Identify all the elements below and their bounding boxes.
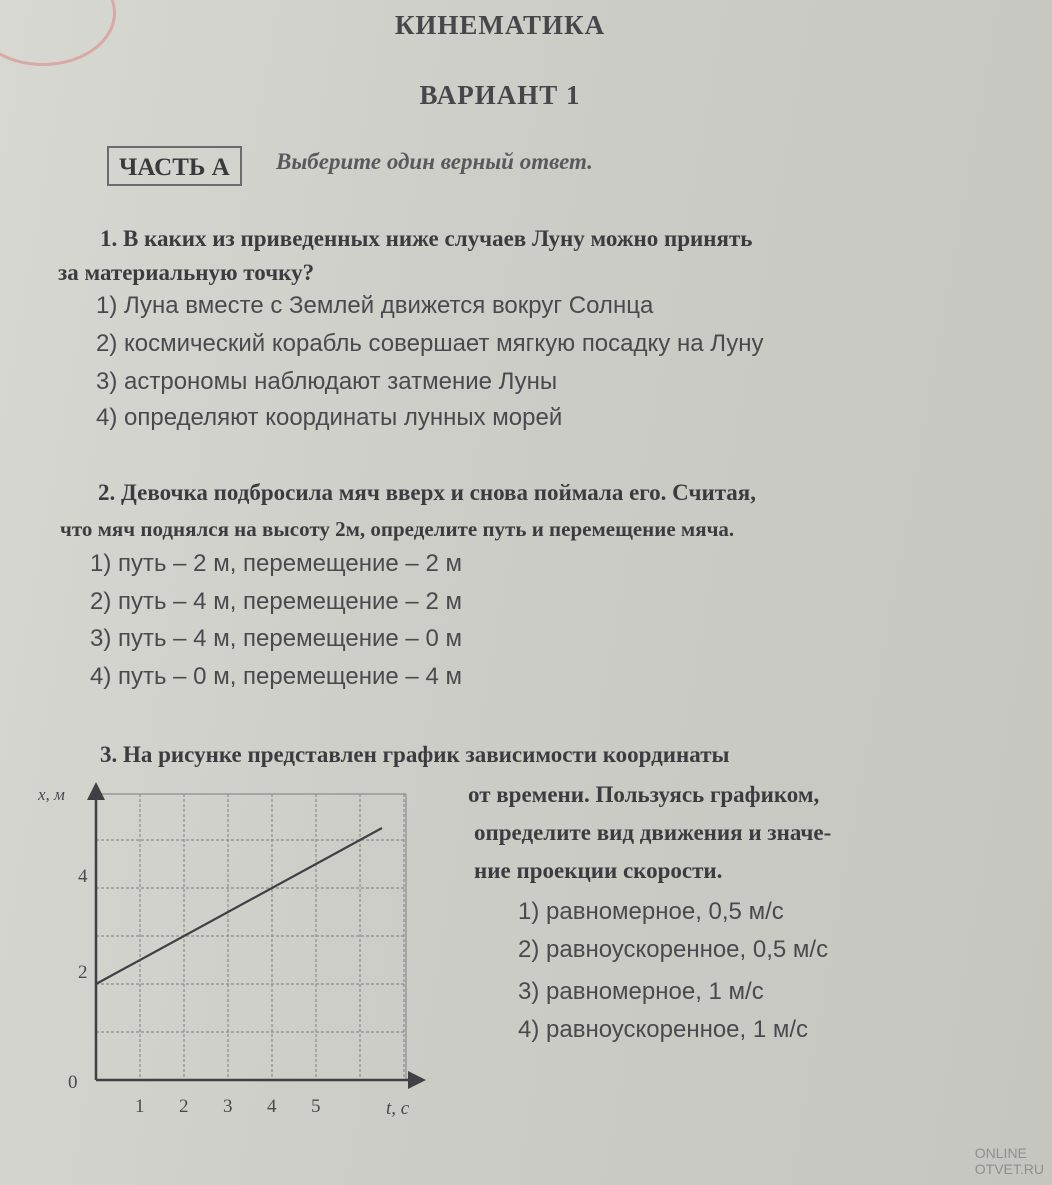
page-title: КИНЕМАТИКА: [394, 10, 606, 40]
part-instruction: Выберите один верный ответ.: [276, 149, 593, 174]
question-1-option-4: 4) определяют координаты лунных морей: [96, 404, 563, 431]
question-3-line-4: ние проекции скорости.: [474, 858, 723, 883]
question-2-option-3: 3) путь – 4 м, перемещение – 0 м: [90, 625, 462, 652]
question-2-line-1: 2. Девочка подбросила мяч вверх и снова поймала его. Считая,: [98, 480, 756, 505]
question-1-line-2: за материальную точку?: [58, 260, 315, 285]
y-axis-label: x, м: [38, 785, 65, 804]
question-2-option-4: 4) путь – 0 м, перемещение – 4 м: [90, 663, 462, 690]
x-tick-label: 5: [311, 1096, 321, 1117]
x-tick-label: 3: [223, 1096, 233, 1117]
question-2-option-2: 2) путь – 4 м, перемещение – 2 м: [90, 588, 462, 615]
x-axis-arrow: [408, 1071, 426, 1089]
graph-grid: [96, 794, 406, 1080]
x-tick-label: 4: [267, 1096, 277, 1117]
question-1-option-3: 3) астрономы наблюдают затмение Луны: [96, 368, 558, 395]
x-axis-label: t, с: [386, 1098, 410, 1119]
question-1-option-2: 2) космический корабль совершает мягкую посадку на Луну: [96, 330, 764, 357]
y-axis-arrow: [87, 782, 105, 800]
question-3-option-2: 2) равноускоренное, 0,5 м/с: [518, 936, 829, 963]
y-tick-label: 4: [78, 866, 88, 887]
watermark-line-1: ONLINE: [974, 1145, 1027, 1161]
watermark: [975, 1145, 1044, 1177]
series-line: [96, 828, 382, 984]
x-tick-label: 2: [179, 1096, 189, 1117]
question-3-line-1: 3. На рисунке представлен график зависимости координаты: [100, 742, 730, 767]
question-3-line-2: от времени. Пользуясь графиком,: [468, 782, 820, 807]
position-time-graph: [30, 770, 440, 1130]
question-3-option-3: 3) равномерное, 1 м/с: [518, 978, 764, 1005]
question-3-option-1: 1) равномерное, 0,5 м/с: [518, 898, 784, 925]
question-1-option-1: 1) Луна вместе с Землей движется вокруг Солнца: [96, 292, 654, 319]
x-tick-label: 1: [135, 1096, 145, 1117]
y-tick-label: 2: [78, 962, 88, 983]
question-3-line-3: определите вид движения и значе-: [474, 820, 832, 845]
question-2-option-1: 1) путь – 2 м, перемещение – 2 м: [90, 550, 462, 577]
watermark-line-2: OTVET.RU: [974, 1161, 1044, 1177]
origin-label: 0: [68, 1072, 78, 1093]
variant-title: ВАРИАНТ 1: [419, 80, 581, 110]
question-3-option-4: 4) равноускоренное, 1 м/с: [518, 1016, 809, 1043]
question-1-line-1: 1. В каких из приведенных ниже случаев Луну можно принять: [100, 226, 753, 251]
question-2-line-2: что мяч поднялся на высоту 2м, определите путь и перемещение мяча.: [60, 517, 735, 541]
part-label-box: ЧАСТЬ А: [107, 146, 242, 186]
